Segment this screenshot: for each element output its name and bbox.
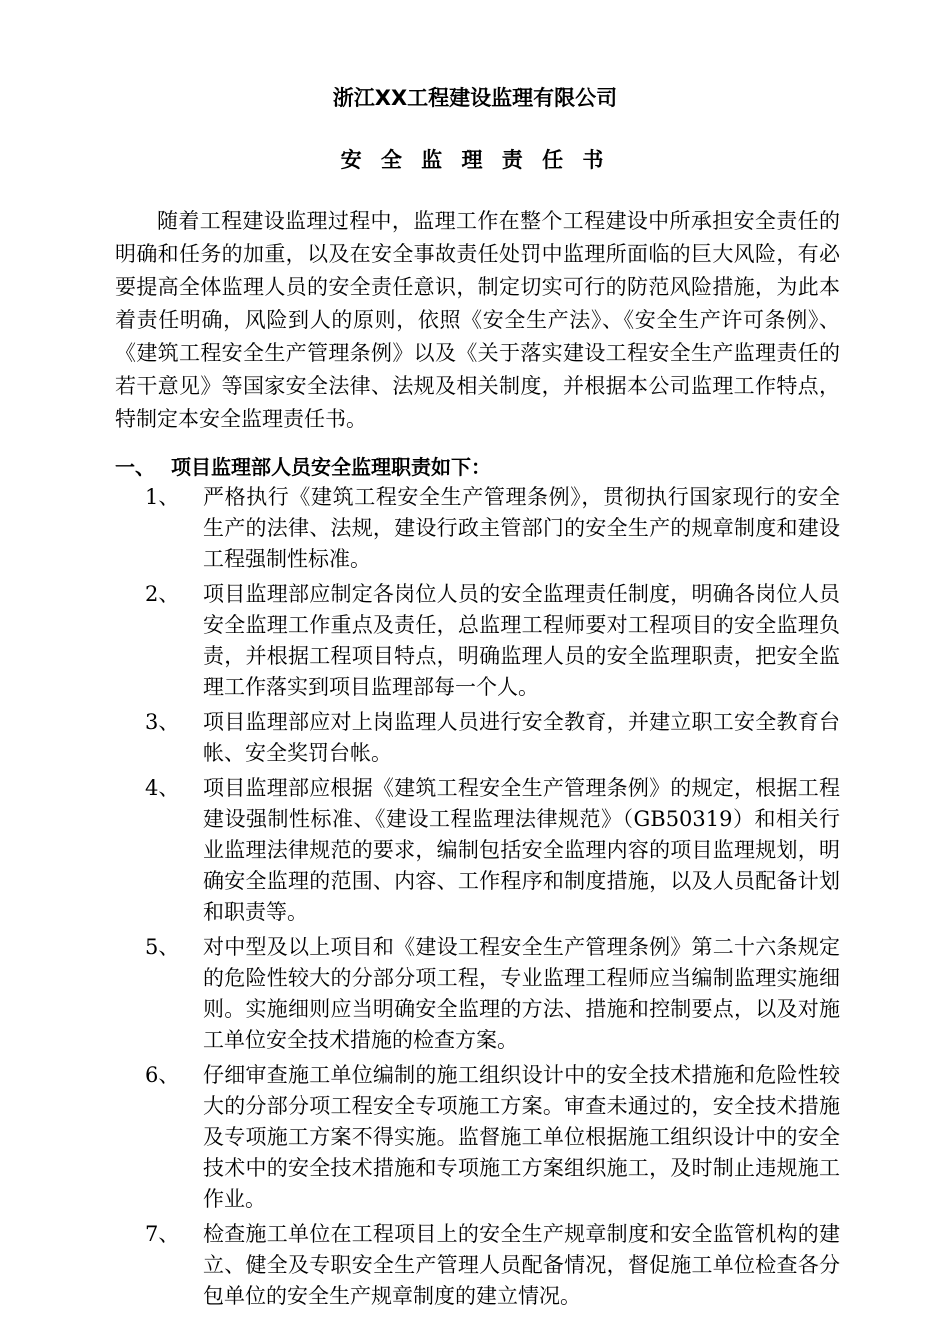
document-title: 安 全 监 理 责 任 书 [340, 148, 610, 172]
duty-text: 严格执行《建筑工程安全生产管理条例》，贯彻执行国家现行的安全生产的法律、法规，建设行政主管部门的安全生产的规章制度和建设工程强制性标准。 [203, 485, 840, 571]
intro-paragraph: 随着工程建设监理过程中，监理工作在整个工程建设中所承担安全责任的明确和任务的加重，以及在安全事故责任处罚中监理所面临的巨大风险，有必要提高全体监理人员的安全责任意识，制定切实可行的防范风险措施，为此本着责任明确，风险到人的原则，依照《安全生产法》、《安全生产许可条例》、《建筑工程安全生产管理条例》以及《关于落实建设工程安全生产监理责任的若干意见》等国家安全法律、法规及相关制度，并根据本公司监理工作特点，特制定本安全监理责任书。 [115, 209, 840, 431]
duty-number: 2、 [145, 582, 180, 606]
company-name: 浙江XX工程建设监理有限公司 [332, 86, 618, 110]
duty-text: 仔细审查施工单位编制的施工组织设计中的安全技术措施和危险性较大的分部分项工程安全专项施工方案。审查未通过的，安全技术措施及专项施工方案不得实施。监督施工单位根据施工组织设计中的安全技术中的安全技术措施和专项施工方案组织施工，及时制止违规施工作业。 [203, 1063, 840, 1211]
section-heading-text: 项目监理部人员安全监理职责如下： [171, 455, 491, 479]
duty-number: 3、 [145, 710, 180, 734]
duty-item [145, 707, 840, 769]
duty-number: 5、 [145, 935, 180, 959]
duty-text: 对中型及以上项目和《建设工程安全生产管理条例》第二十六条规定的危险性较大的分部分项工程，专业监理工程师应当编制监理实施细则。实施细则应当明确安全监理的方法、措施和控制要点，以及对施工单位安全技术措施的检查方案。 [203, 935, 840, 1052]
duty-text: 项目监理部应对上岗监理人员进行安全教育，并建立职工安全教育台帐、安全奖罚台帐。 [203, 710, 840, 765]
duty-item [145, 579, 840, 703]
duty-text: 项目监理部应根据《建筑工程安全生产管理条例》的规定，根据工程建设强制性标准、《建设工程监理法律规范》（GB50319）和相关行业监理法律规范的要求，编制包括安全监理内容的项目监理规划，明确安全监理的范围、内容、工作程序和制度措施，以及人员配备计划和职责等。 [203, 776, 840, 924]
duty-item [145, 773, 840, 928]
duty-item [145, 1219, 840, 1312]
duty-item [145, 932, 840, 1056]
duty-text: 检查施工单位在工程项目上的安全生产规章制度和安全监管机构的建立、健全及专职安全生产管理人员配备情况，督促施工单位检查各分包单位的安全生产规章制度的建立情况。 [203, 1222, 840, 1308]
duty-item [145, 482, 840, 575]
duty-item [145, 1060, 840, 1215]
duty-number: 4、 [145, 776, 180, 800]
section-heading [115, 451, 840, 484]
duty-number: 1、 [145, 485, 180, 509]
duties-list [145, 482, 840, 1316]
duty-number: 6、 [145, 1063, 180, 1087]
duty-text: 项目监理部应制定各岗位人员的安全监理责任制度，明确各岗位人员安全监理工作重点及责任，总监理工程师要对工程项目的安全监理负责，并根据工程项目特点，明确监理人员的安全监理职责，把安全监理工作落实到项目监理部每一个人。 [203, 582, 840, 699]
duty-number: 7、 [145, 1222, 180, 1246]
section-number: 一、 [115, 455, 155, 479]
